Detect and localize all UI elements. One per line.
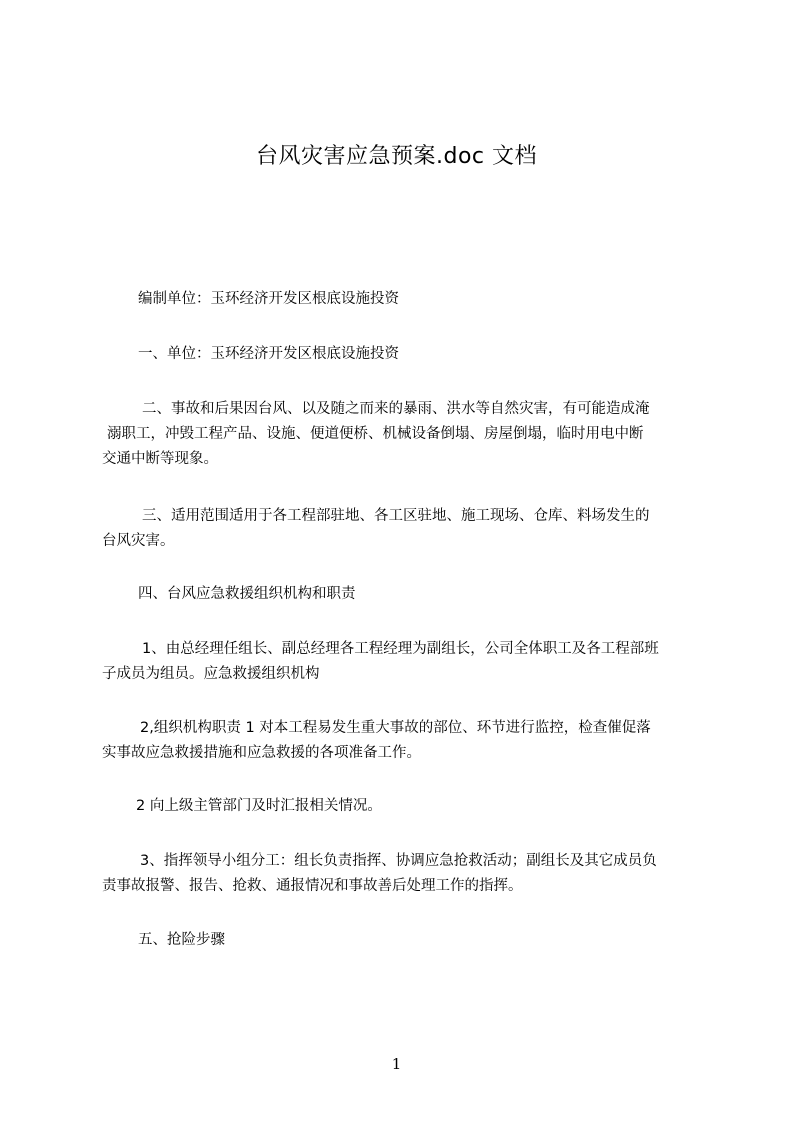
section-3-paragraph [102,504,712,554]
paragraph-line: 1、由总经理任组长、副总经理各工程经理为副组长，公司全体职工及各工程部班 [142,641,659,657]
paragraph-line: 溺职工，冲毁工程产品、设施、便道便桥、机械设备倒塌、房屋倒塌，临时用电中断 [107,426,644,442]
item-2-2-paragraph [102,794,712,819]
paragraph-line: 责事故报警、报告、抢救、通报情况和事故善后处理工作的指挥。 [102,878,523,894]
paragraph-line: 三、适用范围适用于各工程部驻地、各工区驻地、施工现场、仓库、料场发生的 [142,508,650,524]
item-3-paragraph [102,849,712,899]
section-4-paragraph [102,582,712,607]
section-2-paragraph [102,397,712,472]
section-1-paragraph [102,342,712,367]
paragraph-line: 子成员为组员。应急救援组织机构 [102,666,320,682]
paragraph-line: 一、单位：玉环经济开发区根底设施投资 [138,346,399,362]
paragraph-line: 台风灾害。 [102,533,175,549]
page-number: 1 [391,1055,402,1073]
paragraph-line: 交通中断等现象。 [102,451,218,467]
paragraph-line: 2,组织机构职责 1 对本工程易发生重大事故的部位、环节进行监控，检查催促落 [140,720,651,736]
paragraph-line: 五、抢险步骤 [138,932,225,948]
paragraph-line: 2 向上级主管部门及时汇报相关情况。 [136,798,382,814]
compiler-paragraph [102,287,712,312]
paragraph-line: 编制单位：玉环经济开发区根底设施投资 [138,291,399,307]
item-2-paragraph [102,716,712,766]
paragraph-line: 四、台风应急救援组织机构和职责 [138,586,356,602]
item-1-paragraph [102,637,712,687]
paragraph-line: 3、指挥领导小组分工：组长负责指挥、协调应急抢救活动；副组长及其它成员负 [140,853,657,869]
paragraph-line: 二、事故和后果因台风、以及随之而来的暴雨、洪水等自然灾害，有可能造成淹 [142,401,650,417]
document-title: 台风灾害应急预案.doc 文档 [255,144,537,169]
paragraph-line: 实事故应急救援措施和应急救援的各项准备工作。 [102,745,421,761]
section-5-paragraph [102,928,712,953]
